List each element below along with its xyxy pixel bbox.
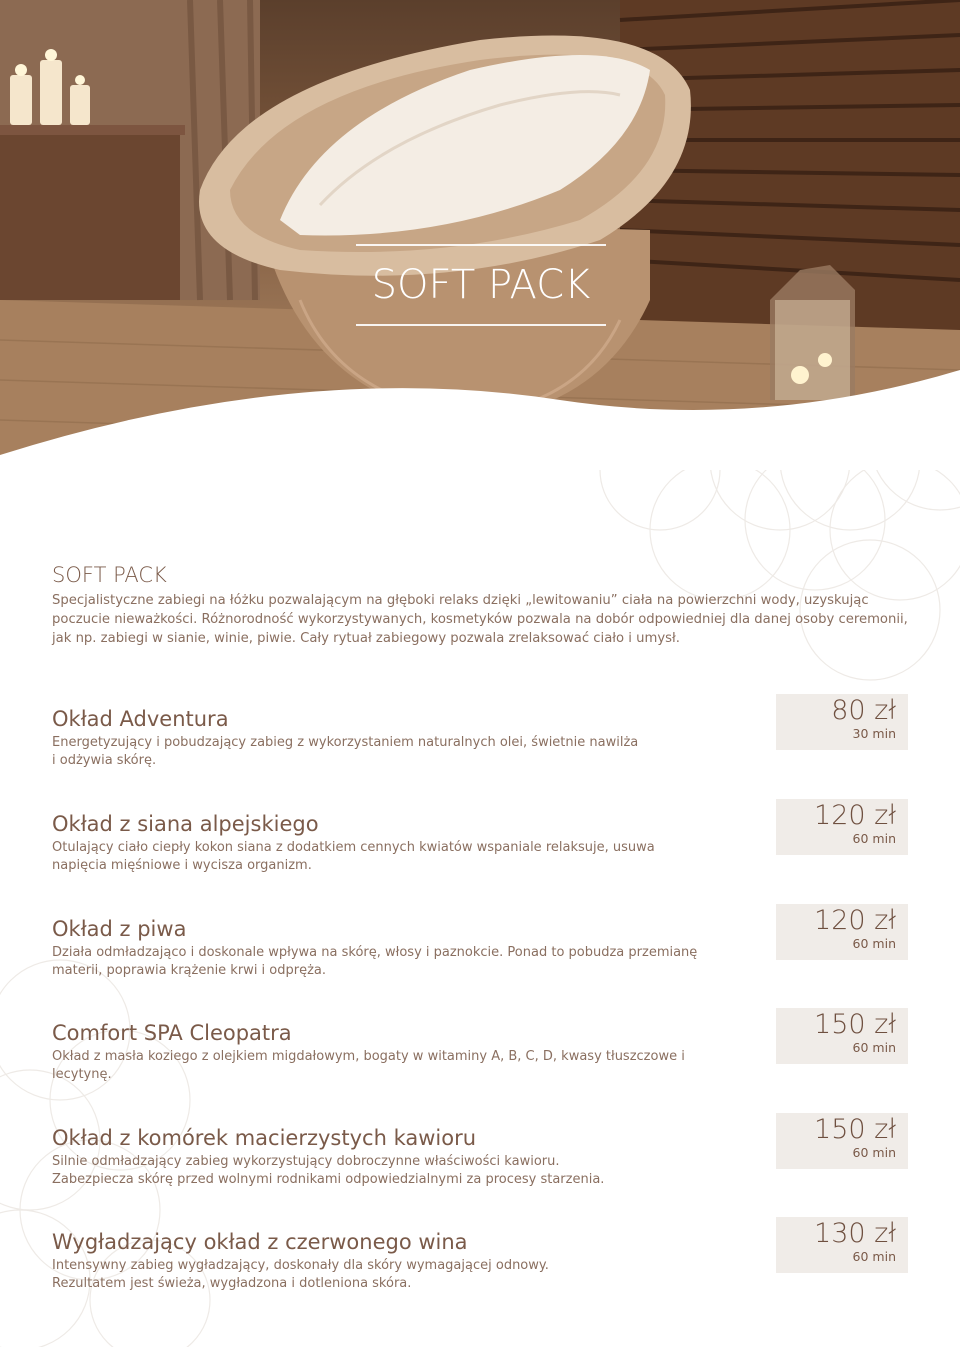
treatment-item [52,1009,908,1101]
price-amount: 130 zł [814,1218,896,1249]
hero-image [0,0,960,470]
duration: 60 min [852,1040,896,1055]
duration: 60 min [852,1145,896,1160]
price-amount: 120 zł [814,905,896,936]
duration: 60 min [852,831,896,846]
duration: 60 min [852,936,896,951]
treatment-item [52,1218,908,1310]
price-amount: 120 zł [814,800,896,831]
treatment-item [52,695,908,787]
treatment-title: Comfort SPA Cleopatra [52,1021,292,1045]
price-amount: 80 zł [831,695,896,726]
price-box [772,1008,908,1064]
treatment-item [52,800,908,892]
treatment-title: Okład z siana alpejskiego [52,812,319,836]
treatment-title: Okład z piwa [52,917,187,941]
price-box [772,1217,908,1273]
price-box [772,694,908,750]
treatment-description: Energetyzujący i pobudzający zabieg z wykorzystaniem naturalnych olei, świetnie nawilża i odżywia skórę. [52,735,639,768]
price-amount: 150 zł [814,1009,896,1040]
spa-bed-illustration [0,0,960,470]
treatment-item [52,1114,908,1206]
price-amount: 150 zł [814,1114,896,1145]
hero-title-frame [356,244,606,326]
treatment-description: Działa odmładzająco i doskonale wpływa na skórę, włosy i paznokcie. Ponad to pobudza przemianę materii, poprawia krążenie krwi i odpręża. [52,945,698,978]
treatment-title: Wygładzający okład z czerwonego wina [52,1230,468,1254]
duration: 30 min [852,726,896,741]
treatment-description: Otulający ciało ciepły kokon siana z dodatkiem cennych kwiatów wspaniale relaksuje, usuwa napięcia mięśniowe i wycisza organizm. [52,840,655,873]
treatment-description: Silnie odmładzający zabieg wykorzystujący dobroczynne właściwości kawioru. Zabezpiecza skórę przed wolnymi rodnikami odpowiedzialnymi za procesy starzenia. [52,1154,605,1187]
treatment-title: Okład Adventura [52,707,229,731]
price-box [772,1113,908,1169]
intro-section [52,563,912,648]
price-box [772,799,908,855]
price-box [772,904,908,960]
intro-title: SOFT PACK [52,563,167,587]
treatment-item [52,905,908,997]
treatment-description: Okład z masła koziego z olejkiem migdałowym, bogaty w witaminy A, B, C, D, kwasy tłuszczowe i lecytynę. [52,1049,685,1082]
treatment-title: Okład z komórek macierzystych kawioru [52,1126,477,1150]
hero-title: SOFT PACK [371,262,591,308]
duration: 60 min [852,1249,896,1264]
treatment-description: Intensywny zabieg wygładzający, doskonały dla skóry wymagającej odnowy. Rezultatem jest świeża, wygładzona i dotleniona skóra. [52,1258,549,1291]
intro-text: Specjalistyczne zabiegi na łóżku pozwalającym na głęboki relaks dzięki „lewitowaniu” ciała na powierzchni wody, uzyskując poczucie nieważkości. Różnorodność wykorzystywanych, kosmetyków pozwala na dobór odpowiedniej dla danej osoby ceremonii, jak np. zabiegi w sianie, winie, piwie. Cały rytuał zabiegowy pozwala zrelaksować ciało i umysł. [52,593,908,646]
